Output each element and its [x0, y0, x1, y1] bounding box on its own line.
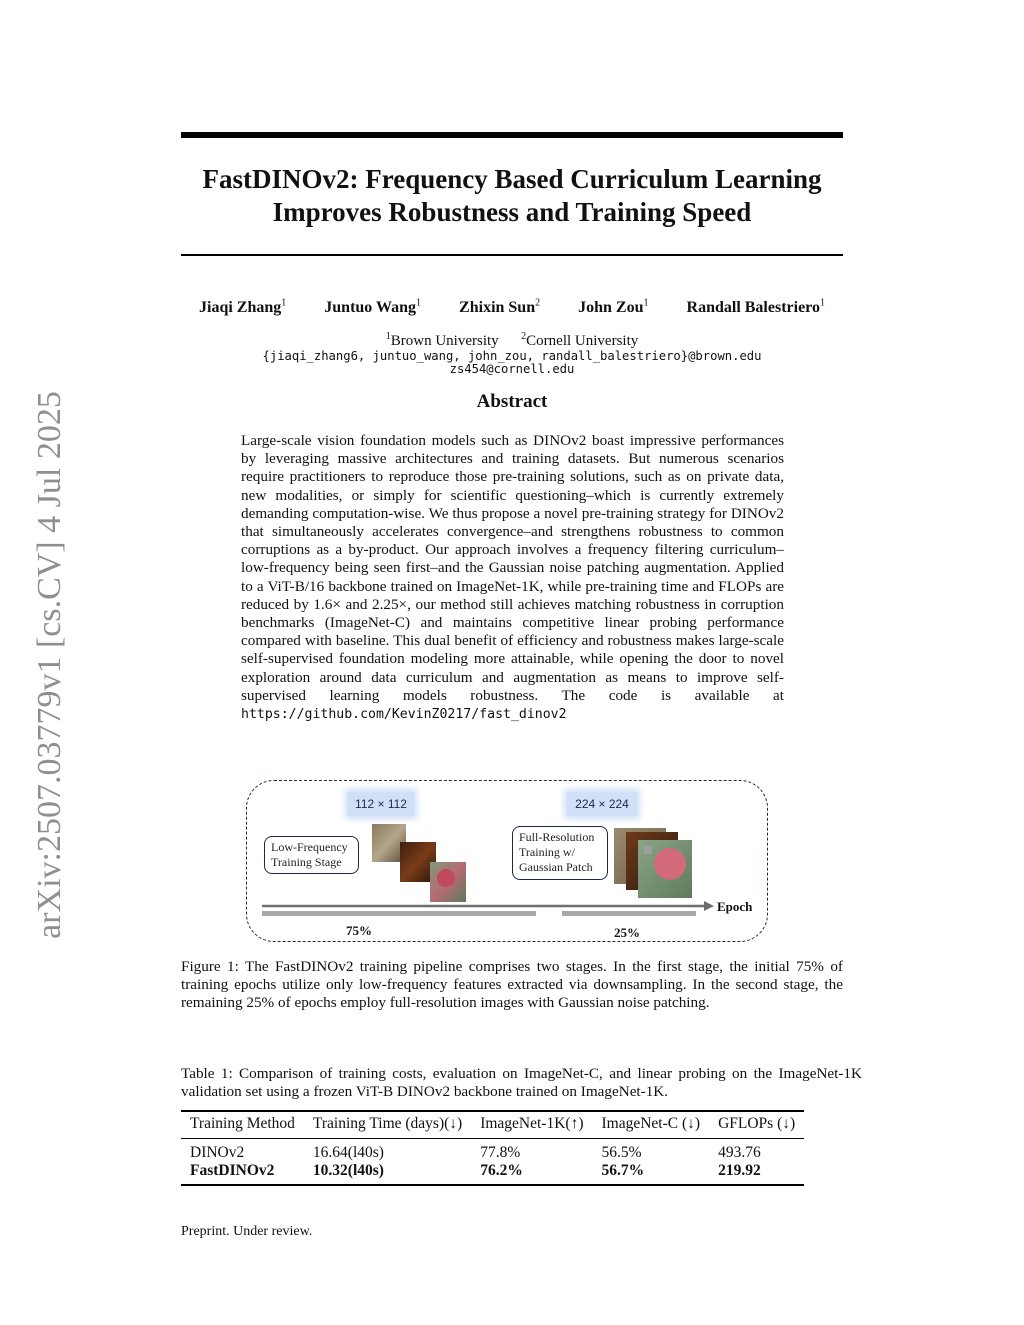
table-cell: 77.8% [480, 1144, 521, 1161]
noise-patch [644, 846, 652, 854]
table-cell: DINOv2 [190, 1144, 245, 1161]
paper-title [170, 163, 854, 229]
table-header-row [181, 1111, 804, 1139]
title-top-rule [181, 132, 843, 138]
column-header: ImageNet-C (↓) [593, 1111, 710, 1139]
stage2-bar [562, 911, 696, 916]
figure-caption: Figure 1: The FastDINOv2 training pipeline comprises two stages. In the first stage, the initial 75% of training epochs utilize only low-frequency features extracted via downsampling. In the second stage, the remaining 25% of epochs employ full-resolution images with Gaussian noise patching. [181, 958, 843, 1012]
column-header: Training Method [181, 1111, 304, 1139]
flower-bloom [437, 869, 455, 887]
table-cell: 493.76 [718, 1144, 761, 1161]
stage1-box: Low-Frequency Training Stage [264, 836, 359, 874]
stage1-percent: 75% [346, 923, 372, 938]
arxiv-stamp-text: arXiv:2507.03779v1 [cs.CV] 4 Jul 2025 [31, 391, 68, 939]
table-cell: 16.64(l40s) [312, 1144, 384, 1161]
title-bottom-rule [181, 254, 843, 256]
title-line-1: FastDINOv2: Frequency Based Curriculum Learning [202, 164, 822, 194]
email-line: {jiaqi_zhang6, juntuo_wang, john_zou, randall_balestriero}@brown.edu [262, 349, 762, 363]
abstract-text: Large-scale vision foundation models such as DINOv2 boast impressive performances by leveraging massive architectures and training datasets. But numerous scenarios require practitioners to reproduce those pre-training solutions, such as on private data, new modalities, or simply for scientific questioning–which is currently extremely demanding computation-wise. We thus propose a novel pre-training strategy for DINOv2 that simultaneously accelerates convergence–and strengthens robustness to common corruptions as a by-product. Our approach involves a frequency filtering curriculum–low-frequency being seen first–and the Gaussian noise patching augmentation. Applied to a ViT-B/16 backbone trained on ImageNet-1K, while pre-training time and FLOPs are reduced by 1.6× and 2.25×, our method still achieves matching robustness in corruption benchmarks (ImageNet-C) and maintains competitive linear probing performance compared with baseline. This dual benefit of efficiency and robustness makes large-scale self-supervised foundation modeling more attainable, while opening the door to novel exploration around data curriculum and augmentation as means to improve self-supervised learning models robustness. The code is available at [241, 432, 784, 704]
author-list [181, 299, 843, 317]
table-cell: 56.7% [593, 1162, 710, 1185]
stage2-box: Full-Resolution Training w/ Gaussian Patch [512, 826, 608, 880]
column-header: ImageNet-1K(↑) [471, 1111, 592, 1139]
resolution-label-high: 224 × 224 [567, 792, 637, 816]
results-table-wrap [181, 1110, 862, 1186]
abstract-body [241, 432, 784, 724]
affiliations: $^1$Brown University $^2$Cornell University [385, 331, 639, 349]
table-cell: 10.32(l40s) [304, 1162, 471, 1185]
author: Zhixin Sun$^2$ [459, 297, 541, 316]
author: Juntuo Wang$^1$ [324, 297, 422, 316]
results-table [181, 1110, 804, 1186]
flower-bloom-full [654, 848, 686, 880]
epoch-label: Epoch [717, 899, 753, 914]
code-link[interactable]: https://github.com/KevinZ0217/fast_dinov2 [241, 707, 567, 723]
stage1-thumbnails [368, 820, 468, 904]
arxiv-stamp [30, 385, 70, 945]
resolution-label-low: 112 × 112 [348, 792, 414, 816]
email-line: zs454@cornell.edu [449, 362, 575, 376]
author: Randall Balestriero$^1$ [686, 297, 825, 316]
abstract-heading: Abstract [476, 391, 548, 412]
author: Jiaqi Zhang$^1$ [199, 297, 287, 316]
table-cell: 76.2% [471, 1162, 592, 1185]
table-cell: 219.92 [709, 1162, 804, 1185]
table-row [181, 1139, 804, 1163]
title-line-2: Improves Robustness and Training Speed [272, 197, 752, 227]
table-cell: FastDINOv2 [181, 1162, 304, 1185]
stage2-percent: 25% [614, 925, 640, 940]
stage2-thumbnails [612, 824, 714, 904]
table-row [181, 1162, 804, 1185]
author: John Zou$^1$ [578, 297, 649, 316]
footer-note: Preprint. Under review. [181, 1224, 313, 1239]
epoch-arrow-icon [704, 901, 714, 911]
table-caption: Table 1: Comparison of training costs, evaluation on ImageNet-C, and linear probing on the ImageNet-1K validation set using a frozen ViT-B DINOv2 backbone trained on ImageNet-1K. [181, 1065, 862, 1101]
epoch-timeline [256, 898, 716, 922]
table-cell: 56.5% [601, 1144, 642, 1161]
column-header: GFLOPs (↓) [709, 1111, 804, 1139]
column-header: Training Time (days)(↓) [304, 1111, 471, 1139]
stage1-bar [262, 911, 536, 916]
